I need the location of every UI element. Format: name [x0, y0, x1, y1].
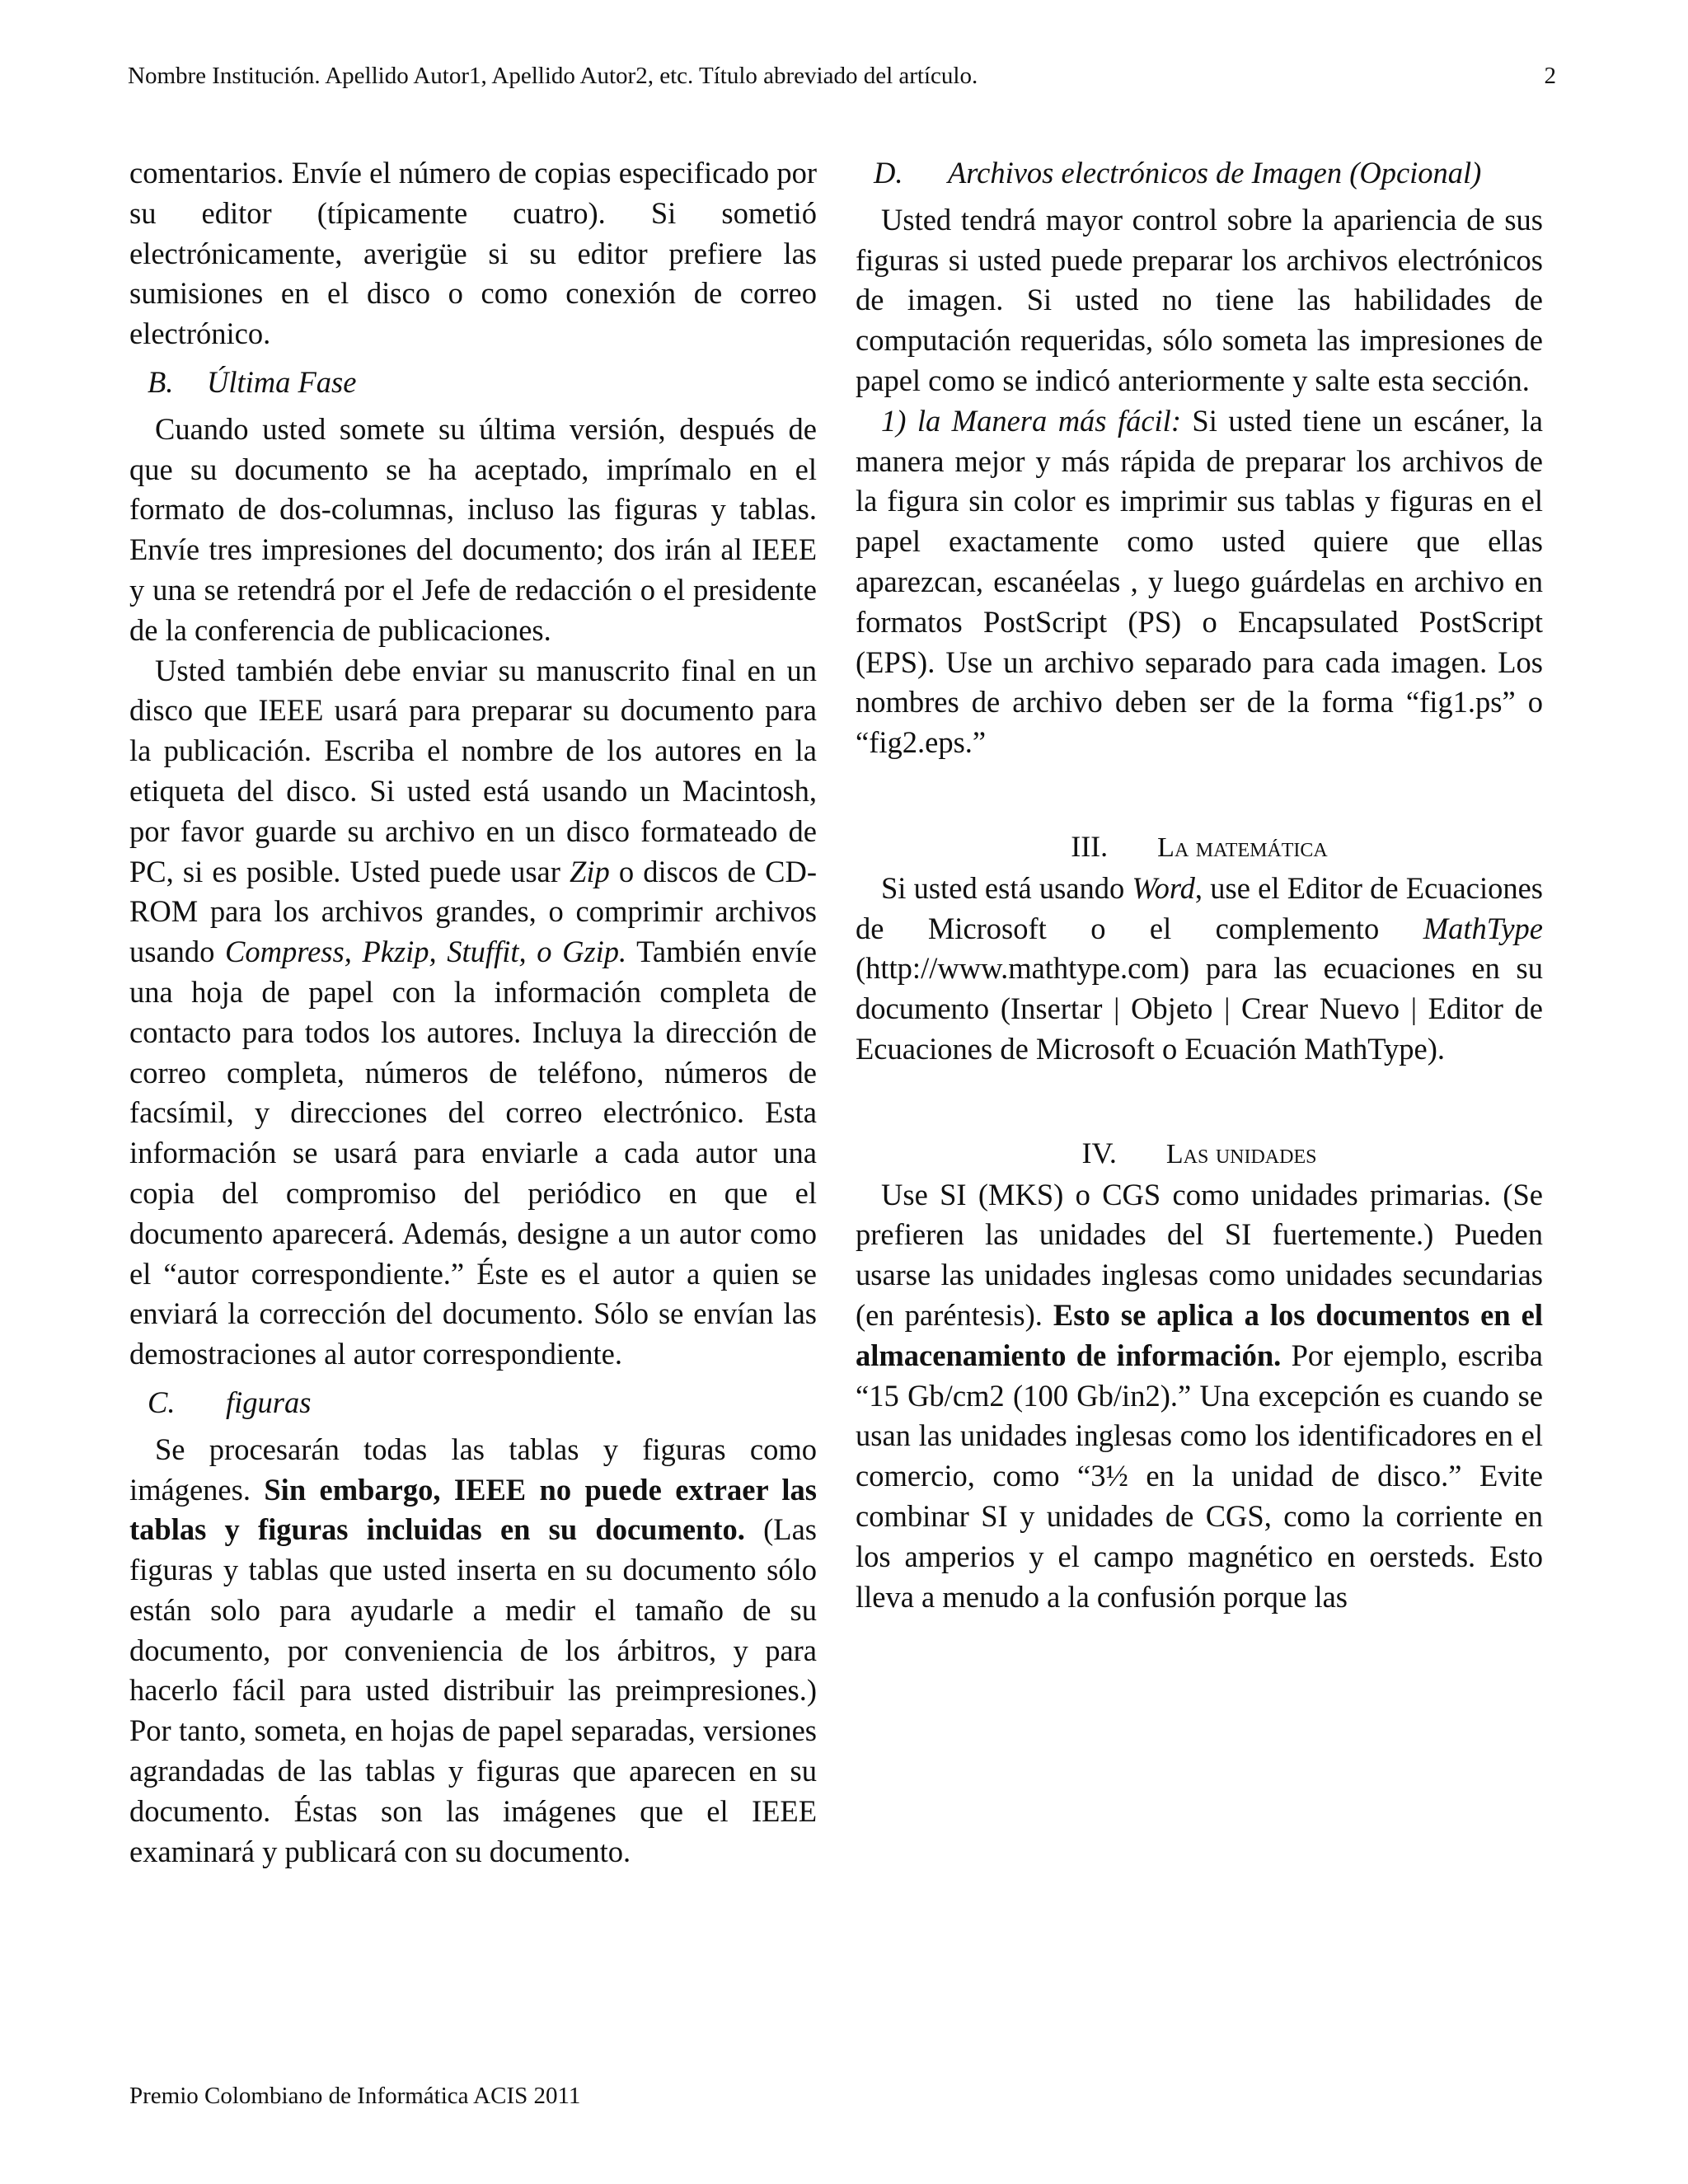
left-column — [129, 153, 817, 1872]
page-number: 2 — [1544, 63, 1556, 89]
section-title: Las unidades — [1165, 1138, 1317, 1169]
section-heading-unidades — [856, 1133, 1543, 1175]
section-number: IV. — [1081, 1136, 1117, 1169]
subsection-letter: B. — [148, 364, 174, 399]
subsection-heading-c — [129, 1383, 817, 1423]
subsection-heading-b — [129, 363, 817, 403]
paragraph-ultima-version: Cuando usted somete su última versión, después de que su documento se ha aceptado, imprímalo en el formato de dos-columnas, incluso las figuras y tablas. Envíe tres impresiones del documento; dos irán al IEEE y una se retendrá por el Jefe de redacción o el presidente de la conferencia de publicaciones. — [129, 411, 817, 647]
paragraph-unidades: Use SI (MKS) o CGS como unidades primarias. (Se prefieren las unidades del SI fuertemente.) Pueden usarse las unidades inglesas como unidades secundarias (en paréntesis). Esto se aplica a los documentos en el almacenamiento de información. Por ejemplo, escriba “15 Gb/cm2 (100 Gb/in2).” Una excepción es cuando se usan las unidades inglesas como los identificadores en el comercio, como “3½ en la unidad de disco.” Evite combinar SI y unidades de CGS, como la corriente en los amperios y el campo magnético en oersteds. Esto lleva a menudo a la confusión porque las — [856, 1177, 1543, 1614]
subsection-title: Archivos electrónicos de Imagen (Opcional) — [948, 156, 1482, 190]
paragraph-manera-facil: 1) la Manera más fácil: Si usted tiene un escáner, la manera mejor y más rápida de preparar los archivos de la figura sin color es imprimir sus tablas y figuras en el papel exactamente como usted quiere que ellas aparezcan, escanéelas , y luego guárdelas en archivo en formatos PostScript (PS) o Encapsulated PostScript (EPS). Use un archivo separado para cada imagen. Los nombres de archivo deben ser de la forma “fig1.ps” o “fig2.eps.” — [856, 403, 1543, 760]
section-title: La matemática — [1157, 832, 1328, 863]
footer-text: Premio Colombiano de Informática ACIS 2011 — [129, 2083, 581, 2109]
running-title: Nombre Institución. Apellido Autor1, Apellido Autor2, etc. Título abreviado del artículo. — [128, 63, 978, 89]
subsection-letter: D. — [874, 156, 903, 190]
paragraph-manuscrito-final: Usted también debe enviar su manuscrito final en un disco que IEEE usará para preparar su documento para la publicación. Escriba el nombre de los autores en la etiqueta del disco. Si usted está usando un Macintosh, por favor guarde su archivo en un disco formateado de PC, si es posible. Usted puede usar Zip o discos de CD-ROM para los archivos grandes, o comprimir archivos usando Compress, Pkzip, Stuffit, o Gzip. También envíe una hoja de papel con la información completa de contacto para todos los autores. Incluya la dirección de correo completa, números de teléfono, números de facsímil, y direcciones del correo electrónico. Esta información se usará para enviarle a cada autor una copia del compromiso del periódico en que el documento aparecerá. Además, designe a un autor como el “autor correspondiente.” Éste es el autor a quien se enviará la corrección del documento. Sólo se envían las demostraciones al autor correspondiente. — [129, 653, 817, 1371]
subsection-title: Última Fase — [207, 364, 357, 399]
running-header — [128, 59, 1556, 92]
paragraph-archivos-imagen: Usted tendrá mayor control sobre la apariencia de sus figuras si usted puede preparar los archivos electrónicos de imagen. Si usted no tiene las habilidades de computación requeridas, sólo someta las impresiones de papel como se indicó anteriormente y salte esta sección. — [856, 202, 1543, 397]
page-footer — [129, 2079, 580, 2112]
subsection-heading-d — [856, 153, 1543, 194]
paragraph-figuras: Se procesarán todas las tablas y figuras como imágenes. Sin embargo, IEEE no puede extraer las tablas y figuras incluidas en su documento. (Las figuras y tablas que usted inserta en su documento sólo están solo para ayudarle a medir el tamaño de su documento, por conveniencia de los árbitros, y para hacerlo fácil para usted distribuir las preimpresiones.) Por tanto, someta, en hojas de papel separadas, versiones agrandadas de las tablas y figuras que aparecen en su documento. Éstas son las imágenes que el IEEE examinará y publicará con su documento. — [129, 1432, 818, 1868]
right-column — [856, 153, 1543, 1617]
paragraph-matematica: Si usted está usando Word, use el Editor de Ecuaciones de Microsoft o el complemento MathType (http://www.mathtype.com) para las ecuaciones en su documento (Insertar | Objeto | Crear Nuevo | Editor de Ecuaciones de Microsoft o Ecuación MathType). — [856, 870, 1544, 1066]
section-number: III. — [1071, 829, 1109, 863]
subsection-title: figuras — [226, 1385, 312, 1419]
paragraph-comentarios: comentarios. Envíe el número de copias especificado por su editor (típicamente cuatro). Si sometió electrónicamente, averigüe si su editor prefiere las sumisiones en el disco o como conexión de correo electrónico. — [129, 156, 817, 351]
section-heading-matematica — [856, 827, 1543, 869]
subsection-letter: C. — [148, 1385, 176, 1419]
